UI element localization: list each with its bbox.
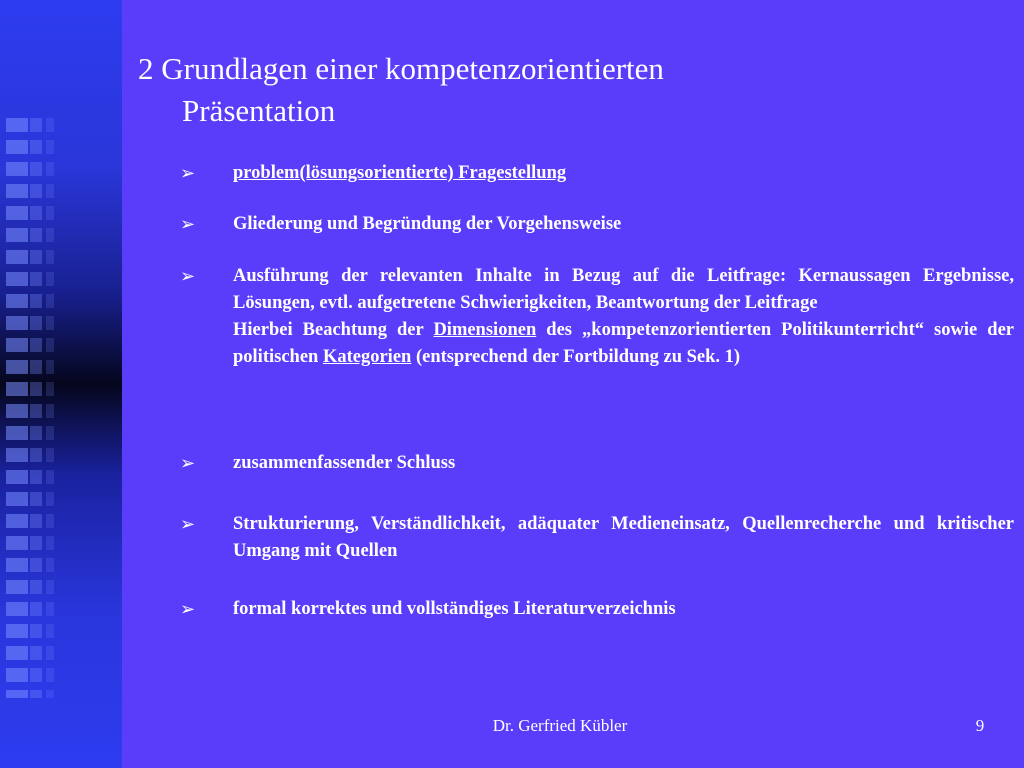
bullet-text-link[interactable]: problem(lösungsorientierte) Fragestellung (233, 163, 567, 183)
slide-title-line1: 2 Grundlagen einer kompetenzorientierten (138, 51, 664, 86)
slide-title (138, 48, 898, 132)
square-pattern-decoration (6, 118, 28, 698)
slide-title-line2: Präsentation (182, 93, 336, 128)
bullet-text: zusammenfassender Schluss (233, 453, 456, 473)
arrow-bullet-icon: ➢ (180, 453, 196, 474)
kategorien-link[interactable]: Kategorien (322, 347, 412, 367)
bullet-paragraph: Ausführung der relevanten Inhalte in Bezug auf die Leitfrage: Kernaussagen Ergebnisse, Lösungen, evtl. aufgetretene Schwierigkeiten, Beantwortung der Leitfrage (233, 266, 1014, 313)
page-number: 9 (975, 716, 985, 735)
bullet-text-segment: (entsprechend der Fortbildung zu Sek. 1) (411, 347, 741, 367)
arrow-bullet-icon: ➢ (180, 163, 196, 184)
bullet-item (178, 211, 1014, 238)
footer-author: Dr. Gerfried Kübler (492, 716, 628, 735)
square-pattern-decoration (46, 118, 54, 698)
arrow-bullet-icon: ➢ (180, 266, 196, 287)
bullet-item (178, 450, 1014, 477)
bullet-text-segment: des „kompetenzorientierten Politikunterricht“ sowie der politischen (233, 320, 1014, 367)
bullet-text-segment: Hierbei Beachtung der (233, 320, 434, 340)
arrow-bullet-icon: ➢ (180, 514, 196, 535)
bullet-item (178, 511, 1014, 565)
arrow-bullet-icon: ➢ (180, 214, 196, 235)
bullet-paragraph (233, 317, 1014, 371)
bullet-text: Gliederung und Begründung der Vorgehensweise (233, 214, 622, 234)
square-pattern-decoration (30, 118, 42, 698)
bullet-item (178, 160, 1014, 187)
arrow-bullet-icon: ➢ (180, 599, 196, 620)
bullet-text: formal korrektes und vollständiges Literaturverzeichnis (233, 599, 676, 619)
decorative-sidebar (0, 0, 122, 768)
dimensionen-link[interactable]: Dimensionen (433, 320, 537, 340)
bullet-item (178, 596, 1014, 623)
bullet-text: Strukturierung, Verständlichkeit, adäquater Medieneinsatz, Quellenrecherche und kritischer Umgang mit Quellen (233, 514, 1014, 561)
bullet-item (178, 263, 1014, 371)
